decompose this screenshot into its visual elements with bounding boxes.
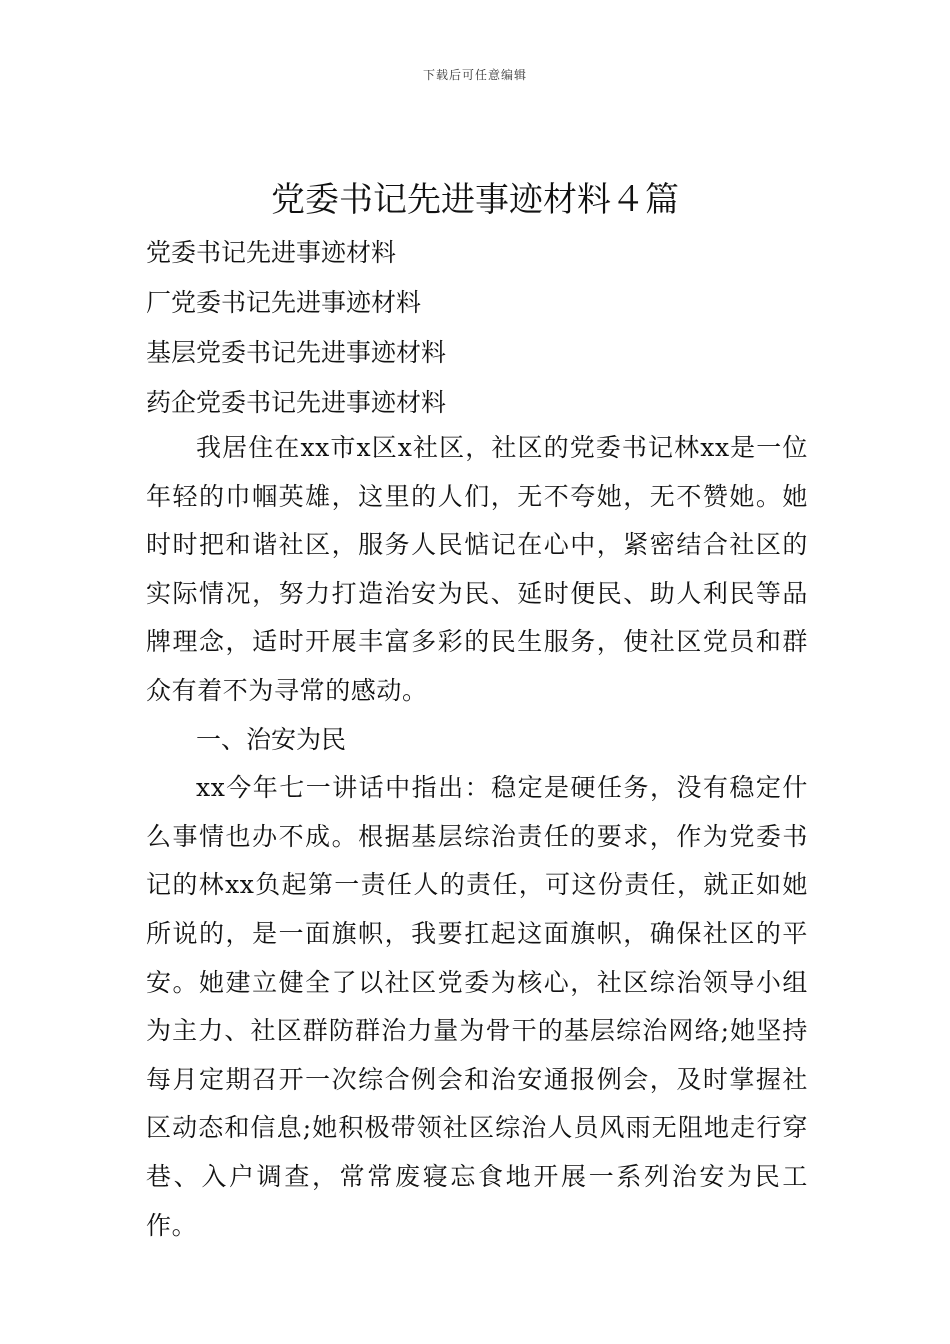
body-paragraph: xx今年七一讲话中指出：稳定是硬任务，没有稳定什么事情也办不成。根据基层综治责任的要求，作为党委书记的林xx负起第一责任人的责任，可这份责任，就正如她所说的，是一面旗帜，我要扛起这面旗帜，确保社区的平安。她建立健全了以社区党委为核心，社区综治领导小组为主力、社区群防群治力量为骨干的基层综治网络;她坚持每月定期召开一次综合例会和治安通报例会，及时掌握社区动态和信息;她积极带领社区综治人员风雨无阻地走行穿巷、入户调查，常常废寝忘食地开展一系列治安为民工作。 bbox=[146, 773, 808, 1240]
document-body bbox=[146, 424, 808, 1250]
table-of-contents bbox=[146, 228, 816, 428]
toc-item: 基层党委书记先进事迹材料 bbox=[146, 338, 447, 367]
header-note: 下载后可任意编辑 bbox=[422, 68, 527, 82]
document-title: 党委书记先进事迹材料４篇 bbox=[271, 180, 679, 220]
toc-item: 党委书记先进事迹材料 bbox=[146, 238, 397, 267]
toc-item: 厂党委书记先进事迹材料 bbox=[146, 288, 422, 317]
body-paragraph: 我居住在xx市x区x社区，社区的党委书记林xx是一位年轻的巾帼英雄，这里的人们，无不夸她，无不赞她。她时时把和谐社区，服务人民惦记在心中，紧密结合社区的实际情况，努力打造治安为民、延时便民、助人利民等品牌理念，适时开展丰富多彩的民生服务，使社区党员和群众有着不为寻常的感动。 bbox=[146, 433, 808, 705]
toc-item: 药企党委书记先进事迹材料 bbox=[146, 388, 447, 417]
section-heading: 一、治安为民 bbox=[196, 724, 347, 754]
